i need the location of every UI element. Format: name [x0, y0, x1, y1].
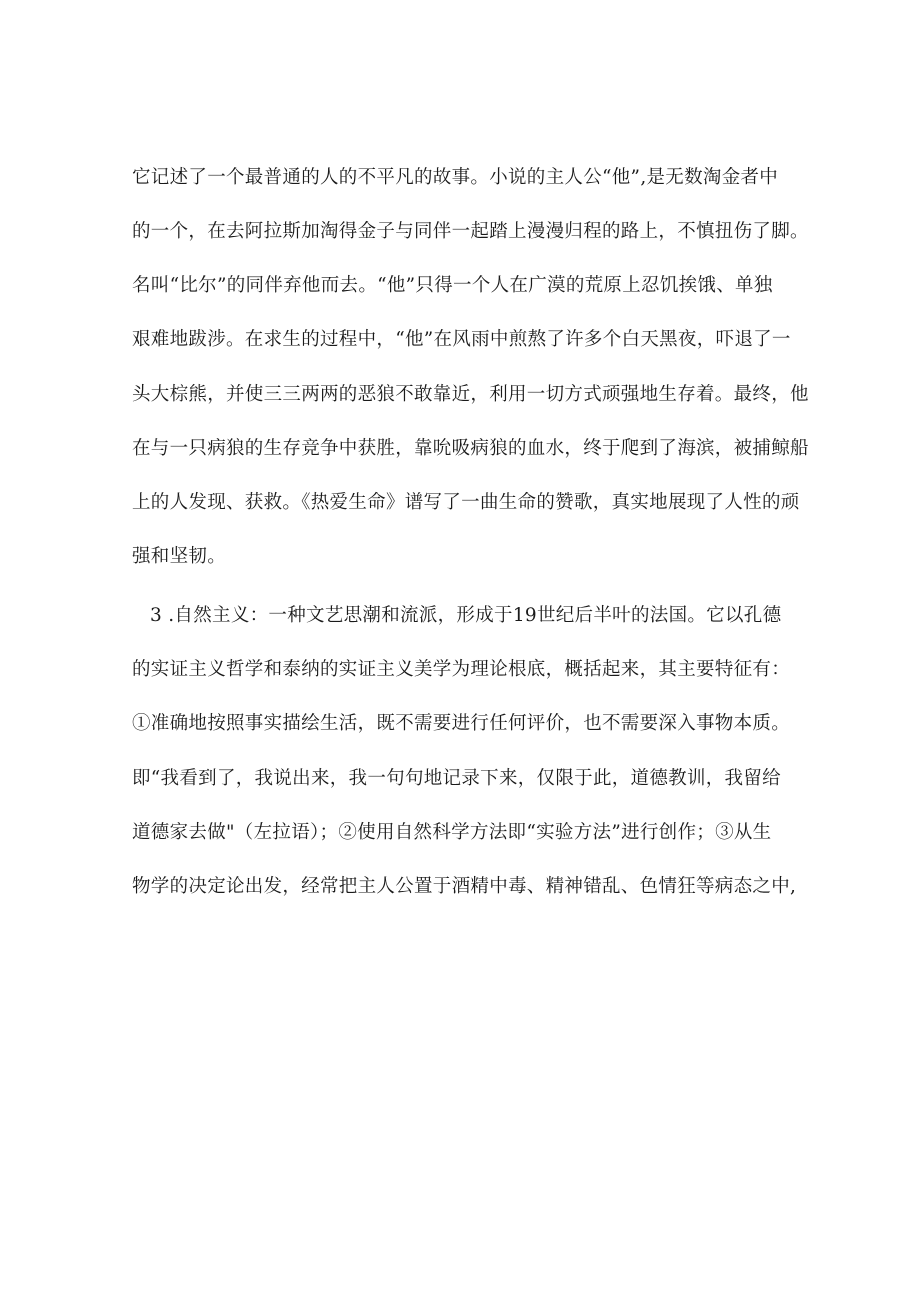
paragraph-line: 在与一只病狼的生存竞争中获胜，靠吮吸病狼的血水，终于爬到了海滨，被捕鲸船: [132, 438, 809, 459]
paragraph-line: 强和坚韧。: [132, 546, 227, 567]
paragraph-line: 艰难地跋涉。在求生的过程中，“他”在风雨中煎熬了许多个白天黑夜，吓退了一: [132, 329, 791, 350]
paragraph-line: 名叫“比尔”的同伴弃他而去。“他”只得一个人在广漠的荒原上忍饥挨饿、单独: [132, 275, 773, 296]
paragraph-line: 的实证主义哲学和泰纳的实证主义美学为理论根底，概括起来，其主要特征有：: [132, 659, 791, 680]
paragraph-line: 上的人发现、获救。《热爱生命》谱写了一曲生命的赞歌，真实地展现了人性的顽: [132, 492, 800, 513]
paragraph-line: 它记述了一个最普通的人的不平凡的故事。小说的主人公“他”,是无数淘金者中: [132, 167, 779, 188]
paragraph-line: 头大棕熊，并使三三两两的恶狼不敢靠近，利用一切方式顽强地生存着。最终，他: [132, 384, 809, 405]
section-heading-line: 3 .自然主义：一种文艺思潮和流派，形成于19世纪后半叶的法国。它以孔德: [150, 605, 782, 626]
paragraph-line: 道德家去做"（左拉语）；②使用自然科学方法即“实验方法”进行创作；③从生: [132, 822, 772, 843]
paragraph-line: 的一个，在去阿拉斯加淘得金子与同伴一起踏上漫漫归程的路上，不慎扭伤了脚。: [132, 221, 809, 242]
paragraph-line: 物学的决定论出发，经常把主人公置于酒精中毒、精神错乱、色情狂等病态之中,: [132, 876, 797, 897]
paragraph-line: 即“我看到了，我说出来，我一句句地记录下来，仅限于此，道德教训，我留给: [132, 768, 781, 789]
paragraph-line: ①准确地按照事实描绘生活，既不需要进行任何评价，也不需要深入事物本质。: [132, 713, 791, 734]
